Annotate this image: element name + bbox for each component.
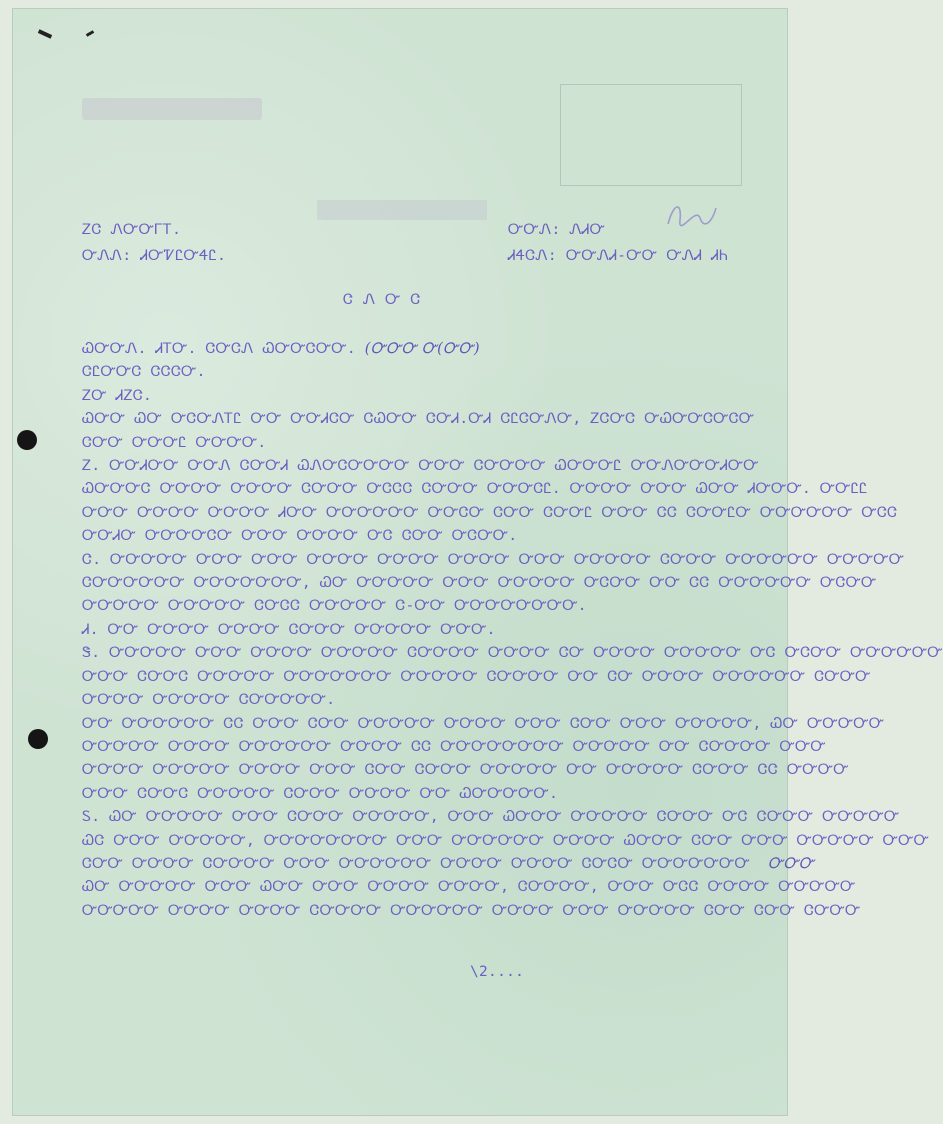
body-line: ᏇᏅᏅᏅᏣ ᏅᏅᏅᏅ ᏅᏅᏅᏅ ᏣᏅᏅᏅ ᏅᏣᏣᏣ ᏣᏅᏅᏅ ᏅᏅᏅᏣᏝ. ᏅᏅᏅᏅ ᏅᏅᏅ ᏇᏅᏅ ᏗᏅᏅᏅ. ᏅᏅᏝᏝ bbox=[82, 481, 868, 498]
body-line: ᏇᏅᏅᏁ. ᏗᎢᏅ. ᏣᏅᏣᏁ ᏇᏅᏅᏣᏅᏅ. (ᏅᏅᏅ Ꮕ(ᏅᏅ) bbox=[82, 341, 480, 357]
body-line: ᏅᏅᏅ ᏅᏅᏅᏅ ᏅᏅᏅᏅ ᏗᏅᏅ ᏅᏅᏅᏅᏅᏅ ᏅᏅᏣᏅ ᏣᏅᏅ ᏣᏅᏅᏝ ᏅᏅᏅ ᏣᏣ ᏣᏅᏅᏝᏅ ᏅᏅᏅᏅᏅᏅ ᏅᏣᏣ bbox=[82, 504, 898, 521]
body-line: ᏅᏅ ᏅᏅᏅᏅᏅᏅ ᏣᏣ ᏅᏅᏅ ᏣᏅᏅ ᏅᏅᏅᏅᏅ ᏅᏅᏅᏅ ᏅᏅᏅ ᏣᏅᏅ ᏅᏅᏅ ᏅᏅᏅᏅᏅ, ᏇᏅ ᏅᏅᏅᏅᏅ bbox=[82, 715, 885, 732]
body-line: Ꮓ. ᏅᏅᏗᏅᏅ ᏅᏅᏁ ᏣᏅᏅᏗ ᏇᏁᏅᏣᏅᏅᏅᏅ ᏅᏅᏅ ᏣᏅᏅᏅᏅ ᏇᏅᏅᏅᏝ ᏅᏅᏁᏅᏅᏅᏗᏅᏅ bbox=[82, 458, 759, 475]
document-title: ᏣᏁᏅᏣ bbox=[343, 292, 431, 308]
handwritten-initials: ᏅᏅᏅ bbox=[767, 855, 815, 872]
body-line: ᏅᏅᏅᏅ ᏅᏅᏅᏅᏅ ᏣᏅᏅᏅᏅᏅ. bbox=[82, 692, 336, 709]
body-line: ᏇᏅ ᏅᏅᏅᏅᏅ ᏅᏅᏅ ᏇᏅᏅ ᏅᏅᏅ ᏅᏅᏅᏅ ᏅᏅᏅᏅ, ᏣᏅᏅᏅᏅ, ᏅᏅᏅ ᏅᏣᏣ ᏅᏅᏅᏅ ᏅᏅᏅᏅᏅ bbox=[82, 879, 856, 896]
body-line: ᏅᏅᏅ ᏣᏅᏅᏣ ᏅᏅᏅᏅᏅ ᏅᏅᏅᏅᏅᏅᏅ ᏅᏅᏅᏅᏅ ᏣᏅᏅᏅᏅ ᏅᏅ ᏣᏅ ᏅᏅᏅᏅ ᏅᏅᏅᏅᏅᏅ ᏣᏅᏅᏅ bbox=[82, 668, 871, 685]
page-continuation: \2.... bbox=[470, 964, 525, 980]
body-line: ᏅᏅᏅᏅᏅ ᏅᏅᏅᏅ ᏅᏅᏅᏅᏅᏅ ᏅᏅᏅᏅ ᏣᏣ ᏅᏅᏅᏅᏅᏅᏅᏅ ᏅᏅᏅᏅᏅ ᏅᏅ ᏣᏅᏅᏅᏅ ᏅᏅᏅ bbox=[82, 738, 826, 755]
header-left-line-2: ᏅᏁᏁ: ᏗᏅᏤᏝᏅᏎᏝ. bbox=[82, 248, 227, 264]
handwritten-note: (ᏅᏅᏅ Ꮕ(ᏅᏅ) bbox=[364, 341, 480, 357]
body-line: ᏅᏅᏅᏅᏅ ᏅᏅᏅᏅ ᏅᏅᏅᏅ ᏣᏅᏅᏅᏅ ᏅᏅᏅᏅᏅᏅ ᏅᏅᏅᏅ ᏅᏅᏅ ᏅᏅᏅᏅᏅ ᏣᏅᏅ ᏣᏅᏅ ᏣᏅᏅᏅ bbox=[82, 902, 861, 919]
header-right-line-2: ᏗᏎᏣᏁ: ᏅᏅᏁᏗ-ᏅᏅ ᏅᏁᏗ ᏗᏂ bbox=[508, 248, 729, 264]
body-line: ᏣᏝᏅᏅᏣ ᏣᏣᏣᏅ. bbox=[82, 364, 206, 381]
faded-stamp bbox=[82, 98, 262, 120]
body-line: ᏃᏅ ᏗᏃᏣ. bbox=[82, 387, 152, 404]
body-line: ᏅᏅᏅᏅ ᏅᏅᏅᏅᏅ ᏅᏅᏅᏅ ᏅᏅᏅ ᏣᏅᏅ ᏣᏅᏅᏅ ᏅᏅᏅᏅᏅ ᏅᏅ ᏅᏅᏅᏅᏅ ᏣᏅᏅᏅ ᏣᏣ ᏅᏅᏅᏅ bbox=[82, 762, 849, 779]
body-line: ᏇᏅᏅ ᏇᏅ ᏅᏣᏅᏁᎢᏝ ᏅᏅ ᏅᏅᏗᏣᏅ ᏣᏇᏅᏅ ᏣᏅᏗ.ᏅᏗ ᏣᏝᏣᏅᏁᏅ, ᏃᏣᏅᏣ ᏅᏇᏅᏅᏣᏅᏣᏅ bbox=[82, 411, 755, 428]
body-line: ᏣᏅᏅ ᏅᏅᏅᏅ ᏣᏅᏅᏅᏅ ᏅᏅᏅ ᏅᏅᏅᏅᏅᏅ ᏅᏅᏅᏅ ᏅᏅᏅᏅ ᏣᏅᏣᏅ ᏅᏅᏅᏅᏅᏅᏅ ᏅᏅᏅ bbox=[82, 855, 815, 872]
signature-mark bbox=[660, 196, 720, 232]
document-body bbox=[82, 338, 943, 923]
punch-hole bbox=[17, 430, 37, 450]
body-line: ᏅᏅᏅ ᏣᏅᏅᏣ ᏅᏅᏅᏅᏅ ᏣᏅᏅᏅ ᏅᏅᏅᏅ ᏅᏅ ᏇᏅᏅᏅᏅᏅ. bbox=[82, 785, 559, 802]
body-line: ᏣᏅᏅᏅᏅᏅᏅ ᏅᏅᏅᏅᏅᏅᏅ, ᏇᏅ ᏅᏅᏅᏅᏅ ᏅᏅᏅ ᏅᏅᏅᏅᏅ ᏅᏣᏅᏅ ᏅᏅ ᏣᏣ ᏅᏅᏅᏅᏅᏅ ᏅᏣᏅᏅ bbox=[82, 575, 877, 592]
header-left-line-1: ᏃᏣ ᏁᏅᏅᎱᎢ. bbox=[82, 222, 182, 238]
body-line: ᏅᏅᏅᏅᏅ ᏅᏅᏅᏅᏅ ᏣᏅᏣᏣ ᏅᏅᏅᏅᏅ Ꮳ-ᏅᏅ ᏅᏅᏅᏅᏅᏅᏅᏅ. bbox=[82, 598, 587, 615]
body-line: Ꮪ. ᏇᏅ ᏅᏅᏅᏅᏅ ᏅᏅᏅ ᏣᏅᏅᏅ ᏅᏅᏅᏅᏅ, ᏅᏅᏅ ᏇᏅᏅᏅ ᏅᏅᏅᏅᏅ ᏣᏅᏅᏅ ᏅᏣ ᏣᏅᏅᏅ ᏅᏅᏅᏅᏅ bbox=[82, 809, 900, 826]
body-line: Ꮥ. ᏅᏅᏅᏅᏅ ᏅᏅᏅ ᏅᏅᏅᏅ ᏅᏅᏅᏅᏅ ᏣᏅᏅᏅᏅ ᏅᏅᏅᏅ ᏣᏅ ᏅᏅᏅᏅ ᏅᏅᏅᏅᏅ ᏅᏣ ᏅᏣᏅᏅ ᏅᏅᏅᏅᏅᏅ bbox=[82, 645, 943, 662]
punch-hole bbox=[28, 729, 48, 749]
body-line: Ꮧ. ᏅᏅ ᏅᏅᏅᏅ ᏅᏅᏅᏅ ᏣᏅᏅᏅ ᏅᏅᏅᏅᏅ ᏅᏅᏅ. bbox=[82, 621, 496, 638]
body-line: ᏣᏅᏅ ᏅᏅᏅᏝ ᏅᏅᏅᏅ. bbox=[82, 434, 267, 451]
body-line: ᏅᏅᏗᏅ ᏅᏅᏅᏅᏣᏅ ᏅᏅᏅ ᏅᏅᏅᏅ ᏅᏣ ᏣᏅᏅ ᏅᏣᏅᏅ. bbox=[82, 528, 518, 545]
faded-header-mark bbox=[317, 200, 487, 220]
body-line: ᏇᏣ ᏅᏅᏅ ᏅᏅᏅᏅᏅ, ᏅᏅᏅᏅᏅᏅᏅᏅ ᏅᏅᏅ ᏅᏅᏅᏅᏅᏅ ᏅᏅᏅᏅ ᏇᏅᏅᏅ ᏣᏅᏅ ᏅᏅᏅ ᏅᏅᏅᏅᏅ ᏅᏅᏅ bbox=[82, 832, 930, 849]
header-right-line-1: ᏅᏅᏁ: ᏁᏗᏅ bbox=[508, 222, 606, 238]
faded-box-mark bbox=[560, 84, 742, 186]
body-line: Ꮳ. ᏅᏅᏅᏅᏅ ᏅᏅᏅ ᏅᏅᏅ ᏅᏅᏅᏅ ᏅᏅᏅᏅ ᏅᏅᏅᏅ ᏅᏅᏅ ᏅᏅᏅᏅᏅ ᏣᏅᏅᏅ ᏅᏅᏅᏅᏅᏅ ᏅᏅᏅᏅᏅ bbox=[82, 551, 905, 568]
